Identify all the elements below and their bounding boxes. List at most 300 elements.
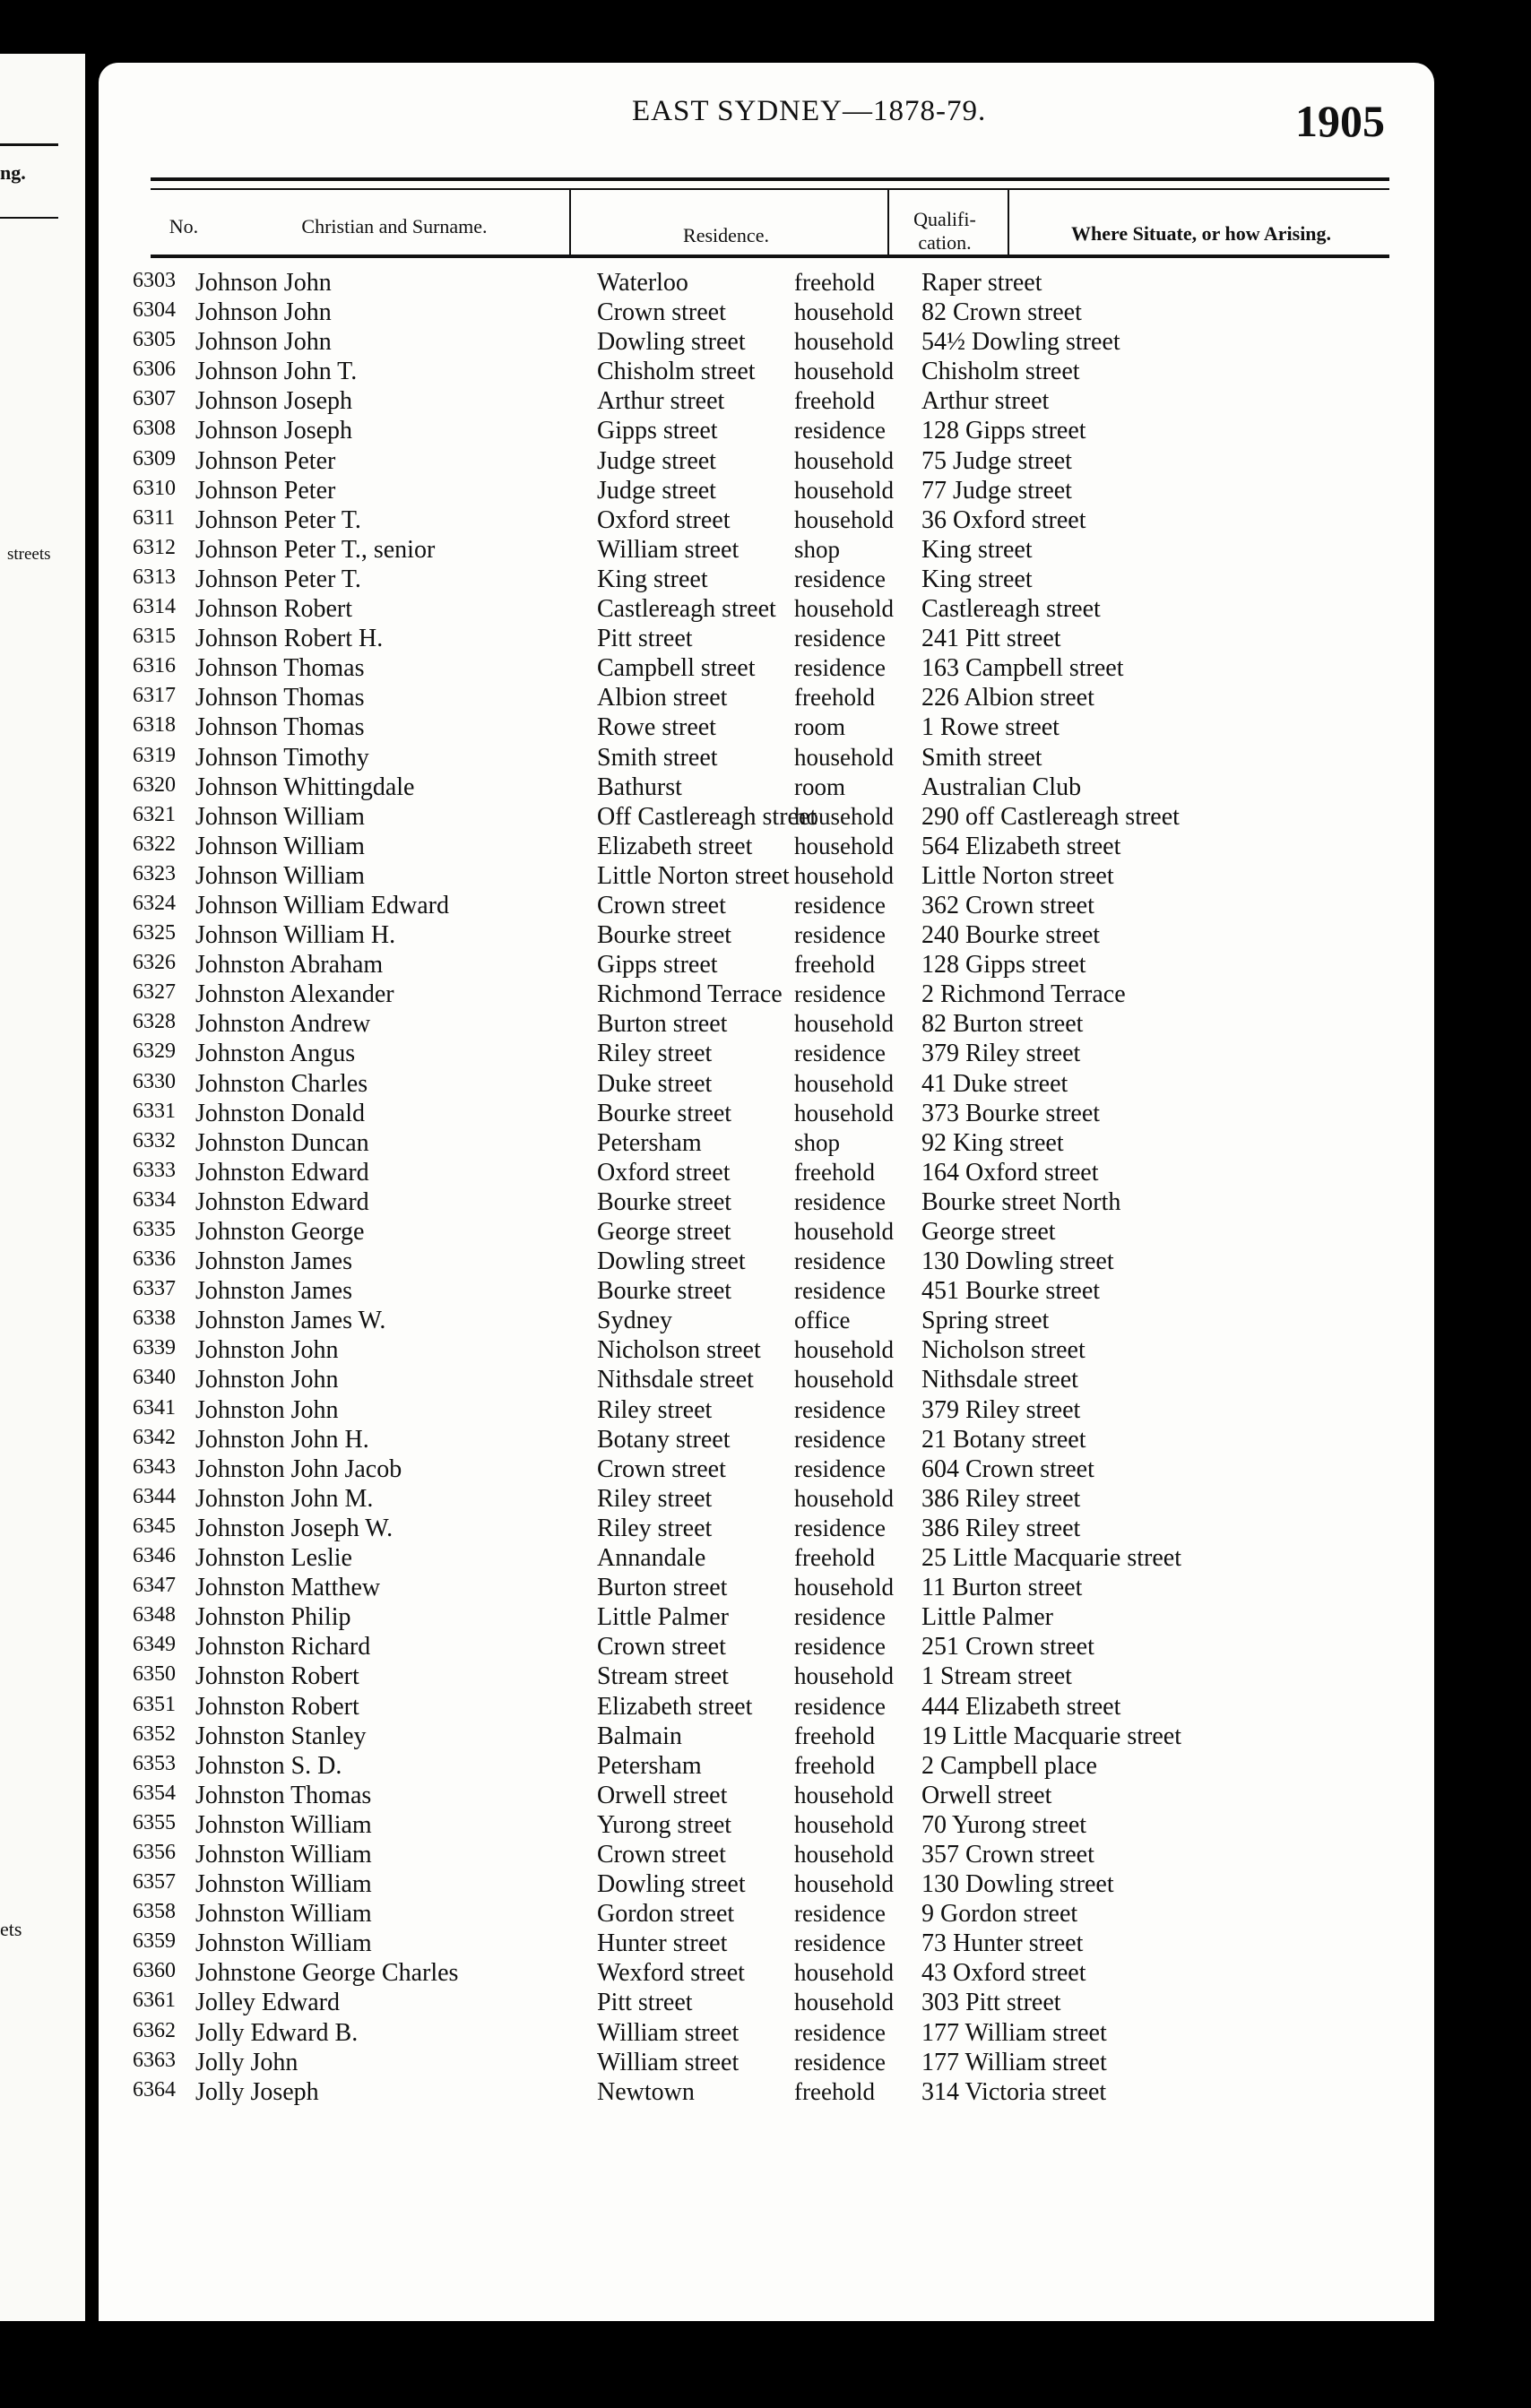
entry-residence: Nithsdale street <box>597 1366 754 1394</box>
entry-where: 177 William street <box>921 2018 1107 2047</box>
entry-qualification: freehold <box>794 951 875 979</box>
entry-number: 6359 <box>133 1929 176 1954</box>
entry-number: 6354 <box>133 1781 176 1805</box>
entry-name: Johnston Andrew <box>195 1010 371 1039</box>
entry-qualification: household <box>794 1366 894 1394</box>
entry-number: 6335 <box>133 1218 176 1241</box>
entry-qualification: household <box>794 861 894 889</box>
entry-residence: Gipps street <box>597 951 718 980</box>
entry-qualification: residence <box>794 1425 886 1453</box>
entry-number: 6353 <box>133 1751 176 1775</box>
entry-qualification: household <box>794 1574 894 1601</box>
entry-number: 6343 <box>133 1454 176 1479</box>
entry-name: Johnson Robert <box>195 595 352 624</box>
entry-where: 1 Stream street <box>921 1662 1072 1691</box>
entry-name: Johnston John <box>195 1366 339 1394</box>
entry-where: 128 Gipps street <box>921 417 1086 445</box>
entry-qualification: household <box>794 446 894 474</box>
entry-qualification: residence <box>794 980 886 1008</box>
entry-residence: Burton street <box>597 1574 728 1602</box>
entry-qualification: residence <box>794 654 886 682</box>
entry-number: 6328 <box>133 1010 176 1034</box>
entry-qualification: residence <box>794 625 886 652</box>
entry-number: 6305 <box>133 328 176 352</box>
entry-name: Johnson Peter T., senior <box>195 535 436 564</box>
entry-name: Jolly Joseph <box>195 2077 319 2106</box>
entry-residence: Annandale <box>597 1544 706 1573</box>
entry-where: 75 Judge street <box>921 446 1072 475</box>
header-rule <box>151 177 1389 181</box>
entry-where: 70 Yurong street <box>921 1810 1087 1839</box>
entry-name: Johnston Matthew <box>195 1574 381 1602</box>
entry-number: 6333 <box>133 1158 176 1182</box>
entry-residence: Gordon street <box>597 1900 735 1929</box>
facing-page-edge <box>0 54 85 2321</box>
entry-where: Bourke street North <box>921 1187 1121 1216</box>
facing-page-rule <box>0 217 58 219</box>
entry-where: King street <box>921 565 1033 593</box>
entry-where: 77 Judge street <box>921 476 1072 505</box>
entry-name: Johnston Angus <box>195 1040 356 1068</box>
entry-name: Johnston John Jacob <box>195 1454 402 1483</box>
entry-qualification: residence <box>794 1454 886 1482</box>
entry-name: Johnston Robert <box>195 1662 359 1691</box>
entry-number: 6331 <box>133 1099 176 1123</box>
entry-qualification: residence <box>794 565 886 592</box>
entry-qualification: household <box>794 743 894 771</box>
entry-qualification: household <box>794 505 894 533</box>
entry-qualification: residence <box>794 1692 886 1720</box>
entry-qualification: household <box>794 1989 894 2016</box>
entry-qualification: household <box>794 1336 894 1364</box>
entry-where: 177 William street <box>921 2048 1107 2076</box>
entry-number: 6341 <box>133 1395 176 1420</box>
entry-residence: Balmain <box>597 1722 682 1750</box>
entry-residence: Petersham <box>597 1128 702 1157</box>
entry-qualification: household <box>794 1840 894 1868</box>
register-page <box>99 63 1434 2321</box>
entry-residence: Elizabeth street <box>597 1692 753 1721</box>
entry-number: 6349 <box>133 1633 176 1657</box>
entry-number: 6348 <box>133 1603 176 1627</box>
entry-residence: William street <box>597 2018 740 2047</box>
entry-where: 54½ Dowling street <box>921 328 1120 357</box>
entry-name: Johnston S. D. <box>195 1751 342 1780</box>
entry-number: 6303 <box>133 269 176 292</box>
entry-where: King street <box>921 535 1033 564</box>
entry-qualification: freehold <box>794 2077 875 2105</box>
entry-qualification: residence <box>794 2018 886 2046</box>
entry-where: 386 Riley street <box>921 1514 1081 1542</box>
entry-name: Jolley Edward <box>195 1989 340 2017</box>
entry-number: 6342 <box>133 1425 176 1449</box>
entry-number: 6350 <box>133 1662 176 1687</box>
entry-where: 128 Gipps street <box>921 951 1086 980</box>
entry-number: 6314 <box>133 595 176 619</box>
entry-residence: Little Palmer <box>597 1603 729 1632</box>
entry-where: 379 Riley street <box>921 1395 1081 1424</box>
entry-name: Johnson Robert H. <box>195 625 384 653</box>
entry-residence: Smith street <box>597 743 718 772</box>
entry-name: Johnson John T. <box>195 358 358 386</box>
entry-qualification: household <box>794 1959 894 1987</box>
entry-residence: Petersham <box>597 1751 702 1780</box>
entry-number: 6363 <box>133 2048 176 2072</box>
entry-where: 357 Crown street <box>921 1840 1094 1869</box>
entry-where: 604 Crown street <box>921 1454 1094 1483</box>
entry-qualification: household <box>794 595 894 623</box>
entry-number: 6355 <box>133 1810 176 1834</box>
entry-residence: Crown street <box>597 1633 726 1661</box>
entry-qualification: residence <box>794 1187 886 1215</box>
entry-where: 82 Crown street <box>921 298 1082 327</box>
entry-where: Chisholm street <box>921 358 1080 386</box>
entry-qualification: household <box>794 1069 894 1097</box>
entry-name: Johnston Philip <box>195 1603 351 1632</box>
entry-where: 1 Rowe street <box>921 713 1060 742</box>
header-rule <box>151 188 1389 190</box>
entry-residence: Bourke street <box>597 1277 732 1306</box>
entry-where: Australian Club <box>921 772 1082 801</box>
entry-number: 6345 <box>133 1514 176 1538</box>
entry-qualification: household <box>794 832 894 859</box>
entry-name: Johnston Thomas <box>195 1781 372 1809</box>
entry-residence: Bathurst <box>597 772 682 801</box>
entry-residence: Campbell street <box>597 654 756 683</box>
entry-residence: Arthur street <box>597 387 725 416</box>
entry-residence: Crown street <box>597 298 726 327</box>
entry-where: 362 Crown street <box>921 891 1094 919</box>
entry-name: Johnston William <box>195 1840 372 1869</box>
entry-qualification: residence <box>794 1395 886 1423</box>
entry-where: 379 Riley street <box>921 1040 1081 1068</box>
entry-where: 25 Little Macquarie street <box>921 1544 1181 1573</box>
entry-where: 2 Campbell place <box>921 1751 1097 1780</box>
entry-qualification: shop <box>794 535 841 563</box>
entry-name: Johnston Robert <box>195 1692 359 1721</box>
entry-qualification: residence <box>794 1040 886 1067</box>
entry-where: Smith street <box>921 743 1042 772</box>
column-header-no: No. <box>169 215 199 237</box>
entry-residence: Burton street <box>597 1010 728 1039</box>
entry-name: Johnston William <box>195 1810 372 1839</box>
entry-qualification: freehold <box>794 684 875 712</box>
entry-where: 451 Bourke street <box>921 1277 1101 1306</box>
entry-qualification: office <box>794 1307 851 1334</box>
entry-where: 163 Campbell street <box>921 654 1124 683</box>
entry-residence: Duke street <box>597 1069 713 1098</box>
entry-name: Johnson William Edward <box>195 891 449 919</box>
entry-name: Johnston Abraham <box>195 951 384 980</box>
entry-qualification: household <box>794 1870 894 1898</box>
entry-where: 73 Hunter street <box>921 1929 1084 1958</box>
entry-where: Nithsdale street <box>921 1366 1078 1394</box>
entry-number: 6304 <box>133 298 176 323</box>
entry-where: 92 King street <box>921 1128 1064 1157</box>
entry-name: Johnson Thomas <box>195 654 365 683</box>
entry-number: 6313 <box>133 565 176 589</box>
entry-name: Johnson John <box>195 269 332 297</box>
entry-residence: Bourke street <box>597 1187 732 1216</box>
entry-number: 6320 <box>133 772 176 797</box>
entry-number: 6346 <box>133 1544 176 1568</box>
entry-where: 386 Riley street <box>921 1484 1081 1513</box>
facing-page-fragment: ng. <box>0 161 26 184</box>
entry-number: 6316 <box>133 654 176 678</box>
entry-where: Little Palmer <box>921 1603 1053 1632</box>
entry-name: Jolly Edward B. <box>195 2018 359 2047</box>
entry-qualification: residence <box>794 891 886 919</box>
entry-residence: William street <box>597 2048 740 2076</box>
entry-residence: Bourke street <box>597 921 732 950</box>
entry-number: 6361 <box>133 1989 176 2013</box>
entry-residence: Waterloo <box>597 269 688 297</box>
entry-qualification: household <box>794 358 894 385</box>
entry-residence: Chisholm street <box>597 358 756 386</box>
entry-residence: Newtown <box>597 2077 695 2106</box>
entry-number: 6337 <box>133 1277 176 1301</box>
entry-name: Johnson William <box>195 832 365 860</box>
entry-where: Spring street <box>921 1307 1050 1335</box>
entry-where: 444 Elizabeth street <box>921 1692 1121 1721</box>
entry-number: 6315 <box>133 625 176 649</box>
entry-residence: Little Norton street <box>597 861 790 890</box>
entry-qualification: household <box>794 1781 894 1808</box>
entry-residence: Castlereagh street <box>597 595 776 624</box>
entry-qualification: household <box>794 328 894 356</box>
entry-residence: Elizabeth street <box>597 832 753 860</box>
entry-number: 6309 <box>133 446 176 470</box>
entry-number: 6339 <box>133 1336 176 1360</box>
entry-residence: Judge street <box>597 476 716 505</box>
entry-name: Johnston William <box>195 1900 372 1929</box>
entry-name: Johnston Edward <box>195 1158 369 1187</box>
entry-where: 130 Dowling street <box>921 1870 1114 1899</box>
entry-qualification: household <box>794 298 894 326</box>
entry-where: Raper street <box>921 269 1042 297</box>
entry-name: Johnson William H. <box>195 921 396 950</box>
entry-where: 2 Richmond Terrace <box>921 980 1126 1009</box>
entry-name: Johnston John H. <box>195 1425 369 1454</box>
entry-residence: Stream street <box>597 1662 729 1691</box>
entry-residence: Pitt street <box>597 625 693 653</box>
entry-name: Johnston William <box>195 1870 372 1899</box>
entry-residence: Hunter street <box>597 1929 728 1958</box>
entry-qualification: household <box>794 1484 894 1512</box>
entry-where: 164 Oxford street <box>921 1158 1099 1187</box>
column-header-qualification: Qualifi- cation. <box>913 208 976 254</box>
entry-number: 6326 <box>133 951 176 975</box>
entry-where: 11 Burton street <box>921 1574 1083 1602</box>
entry-residence: William street <box>597 535 740 564</box>
entry-name: Johnston James <box>195 1247 352 1276</box>
entry-name: Johnston Duncan <box>195 1128 369 1157</box>
entry-number: 6321 <box>133 802 176 826</box>
entry-name: Johnson Peter <box>195 446 336 475</box>
entry-residence: Oxford street <box>597 505 731 534</box>
entry-residence: Riley street <box>597 1395 713 1424</box>
entry-qualification: residence <box>794 1514 886 1541</box>
entry-qualification: freehold <box>794 1751 875 1779</box>
entry-where: 82 Burton street <box>921 1010 1084 1039</box>
entry-qualification: shop <box>794 1128 841 1156</box>
entry-name: Johnson Thomas <box>195 684 365 712</box>
entry-residence: Dowling street <box>597 1247 746 1276</box>
entry-where: 290 off Castlereagh street <box>921 802 1180 831</box>
entry-where: 9 Gordon street <box>921 1900 1078 1929</box>
entry-name: Johnson Peter T. <box>195 505 361 534</box>
entry-qualification: freehold <box>794 1722 875 1749</box>
entry-number: 6308 <box>133 417 176 441</box>
entry-number: 6322 <box>133 832 176 856</box>
entry-where: 314 Victoria street <box>921 2077 1107 2106</box>
entry-residence: Riley street <box>597 1040 713 1068</box>
entry-residence: Bourke street <box>597 1099 732 1127</box>
entry-number: 6344 <box>133 1484 176 1508</box>
entry-residence: Richmond Terrace <box>597 980 783 1009</box>
entry-residence: Yurong street <box>597 1810 732 1839</box>
entry-number: 6347 <box>133 1574 176 1598</box>
entry-number: 6362 <box>133 2018 176 2042</box>
entry-residence: Riley street <box>597 1514 713 1542</box>
entry-where: Orwell street <box>921 1781 1052 1809</box>
entry-number: 6317 <box>133 684 176 708</box>
entry-number: 6334 <box>133 1187 176 1212</box>
entry-qualification: household <box>794 1010 894 1038</box>
entry-number: 6307 <box>133 387 176 411</box>
entry-name: Jolly John <box>195 2048 298 2076</box>
column-header-where: Where Situate, or how Arising. <box>1070 222 1332 245</box>
entry-qualification: residence <box>794 2048 886 2076</box>
entry-qualification: freehold <box>794 387 875 415</box>
entry-name: Johnson Peter T. <box>195 565 361 593</box>
entry-name: Johnson Joseph <box>195 417 353 445</box>
entry-name: Johnston John <box>195 1395 339 1424</box>
entry-name: Johnston James <box>195 1277 352 1306</box>
entry-name: Johnson Joseph <box>195 387 353 416</box>
entry-residence: Albion street <box>597 684 728 712</box>
entry-qualification: freehold <box>794 269 875 296</box>
entry-name: Johnson William <box>195 802 365 831</box>
entry-residence: Crown street <box>597 1454 726 1483</box>
entry-number: 6358 <box>133 1900 176 1924</box>
entry-number: 6351 <box>133 1692 176 1716</box>
entry-number: 6329 <box>133 1040 176 1064</box>
entry-qualification: household <box>794 1218 894 1245</box>
entry-where: 41 Duke street <box>921 1069 1068 1098</box>
entry-number: 6364 <box>133 2077 176 2102</box>
entry-name: Johnson Timothy <box>195 743 369 772</box>
entry-qualification: residence <box>794 921 886 949</box>
entry-number: 6310 <box>133 476 176 500</box>
entry-number: 6332 <box>133 1128 176 1152</box>
entry-residence: Nicholson street <box>597 1336 761 1365</box>
entry-name: Johnston Joseph W. <box>195 1514 394 1542</box>
entry-residence: Crown street <box>597 1840 726 1869</box>
column-header-residence: Residence. <box>683 224 769 246</box>
entry-name: Johnston William <box>195 1929 372 1958</box>
entry-name: Johnston Leslie <box>195 1544 352 1573</box>
entry-residence: Sydney <box>597 1307 672 1335</box>
entry-qualification: residence <box>794 1900 886 1928</box>
entry-number: 6352 <box>133 1722 176 1746</box>
entry-qualification: household <box>794 476 894 504</box>
entry-residence: Dowling street <box>597 1870 746 1899</box>
entry-number: 6312 <box>133 535 176 559</box>
entry-qualification: household <box>794 1099 894 1126</box>
entry-where: 43 Oxford street <box>921 1959 1086 1988</box>
entry-qualification: residence <box>794 417 886 444</box>
entry-name: Johnson Whittingdale <box>195 772 415 801</box>
entry-residence: Judge street <box>597 446 716 475</box>
entry-name: Johnston John <box>195 1336 339 1365</box>
entry-where: Little Norton street <box>921 861 1114 890</box>
entry-number: 6357 <box>133 1870 176 1894</box>
entry-residence: George street <box>597 1218 731 1246</box>
entry-number: 6356 <box>133 1840 176 1864</box>
entry-residence: Off Castlereagh street <box>597 802 817 831</box>
entry-number: 6323 <box>133 861 176 885</box>
entry-where: 21 Botany street <box>921 1425 1086 1454</box>
entry-name: Johnston Donald <box>195 1099 365 1127</box>
entry-qualification: residence <box>794 1603 886 1631</box>
entry-qualification: residence <box>794 1247 886 1275</box>
entry-where: 240 Bourke street <box>921 921 1101 950</box>
entry-number: 6306 <box>133 358 176 382</box>
entry-number: 6319 <box>133 743 176 767</box>
entry-where: 226 Albion street <box>921 684 1094 712</box>
entry-number: 6330 <box>133 1069 176 1093</box>
entry-where: Castlereagh street <box>921 595 1101 624</box>
entry-residence: King street <box>597 565 708 593</box>
page-number: 1905 <box>1295 96 1385 146</box>
entry-qualification: room <box>794 713 845 741</box>
entry-number: 6324 <box>133 891 176 915</box>
column-header-name: Christian and Surname. <box>301 215 488 237</box>
entry-residence: Botany street <box>597 1425 731 1454</box>
entry-qualification: residence <box>794 1929 886 1957</box>
entry-residence: Gipps street <box>597 417 718 445</box>
entry-number: 6318 <box>133 713 176 738</box>
entry-qualification: room <box>794 772 845 800</box>
entry-residence: Dowling street <box>597 328 746 357</box>
entry-qualification: household <box>794 1810 894 1838</box>
column-divider <box>887 190 889 255</box>
facing-page-fragment: streets <box>7 545 51 564</box>
entry-name: Johnson William <box>195 861 365 890</box>
entry-where: 373 Bourke street <box>921 1099 1101 1127</box>
entry-residence: Crown street <box>597 891 726 919</box>
entry-number: 6327 <box>133 980 176 1005</box>
header-rule <box>151 255 1389 258</box>
entry-name: Johnson John <box>195 328 332 357</box>
entry-name: Johnston Stanley <box>195 1722 367 1750</box>
entry-name: Johnston Charles <box>195 1069 368 1098</box>
entry-name: Johnston Richard <box>195 1633 371 1661</box>
entry-name: Johnstone George Charles <box>195 1959 459 1988</box>
entry-number: 6338 <box>133 1307 176 1331</box>
entry-residence: Pitt street <box>597 1989 693 2017</box>
entry-where: George street <box>921 1218 1056 1246</box>
entry-number: 6360 <box>133 1959 176 1983</box>
entry-where: 251 Crown street <box>921 1633 1094 1661</box>
entry-residence: Orwell street <box>597 1781 728 1809</box>
entry-residence: Rowe street <box>597 713 716 742</box>
entry-number: 6340 <box>133 1366 176 1390</box>
entry-qualification: freehold <box>794 1544 875 1572</box>
entry-qualification: freehold <box>794 1158 875 1186</box>
entry-where: 241 Pitt street <box>921 625 1061 653</box>
